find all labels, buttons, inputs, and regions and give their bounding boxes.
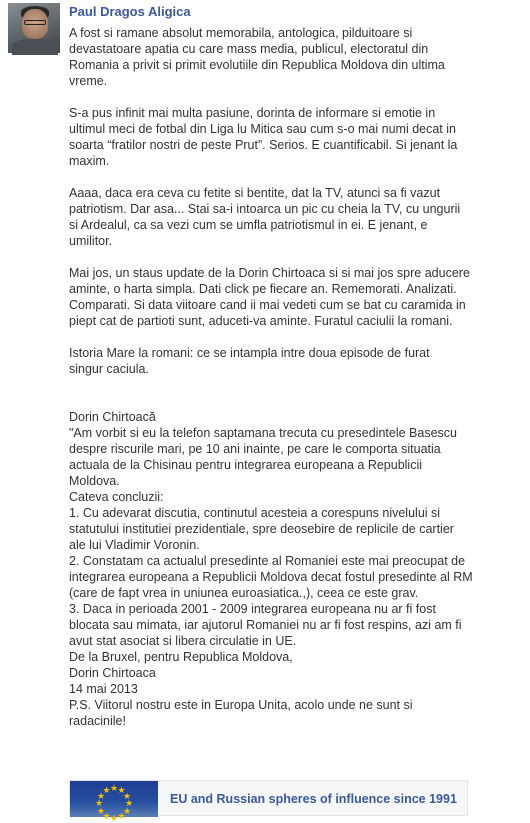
paragraph-line: patriotism. Dar asa... Stai sa-i intoarca un pic cu cheia la TV, cu ungurii [69,202,461,216]
post-message [69,25,519,729]
paragraph-line: umilitor. [69,234,113,248]
flag-star-icon: ★ [110,783,119,793]
quote-line: avut stat asociat si libera circulatie in UE. [69,634,297,648]
paragraph-gap [69,393,519,409]
flag-star-icon: ★ [117,810,126,821]
quote-line: radacinile! [69,714,126,728]
eu-flag-thumbnail[interactable] [70,781,158,823]
quote-line: ale lui Vladimir Voronin. [69,538,200,552]
paragraph-line: singur caciula. [69,362,149,376]
flag-star-icon: ★ [125,798,134,808]
quote-line: (care de fapt vrea in uniunea euroasiatica.,), ceea ce este grav. [69,586,419,600]
paragraph-line: maxim. [69,154,110,168]
attachment-title[interactable]: EU and Russian spheres of influence since 1991 [170,792,457,806]
paragraph-line: A fost si ramane absolut memorabila, antologica, pilduitoare si [69,26,413,40]
quote-line: Moldova. [69,474,120,488]
quote-line: De la Bruxel, pentru Republica Moldova, [69,650,293,664]
avatar-shirt [12,39,58,55]
post-paragraphs [69,25,519,377]
paragraph-line: vreme. [69,74,108,88]
post-paragraph [69,345,519,377]
quote-line: Cateva concluzii: [69,490,164,504]
paragraph-line: Istoria Mare la romani: ce se intampla intre doua episode de furat [69,346,430,360]
flag-star-icon: ★ [122,790,132,801]
paragraph-line: piept cat de partioti sunt, aduceti-va aminte. Furatul caciulii la romani. [69,314,453,328]
flag-star-icon: ★ [122,805,132,816]
paragraph-line: aminte, o harta simpla. Dati click pe fiecare an. Rememorati. Analizati. [69,282,457,296]
flag-star-icon: ★ [117,785,126,795]
flag-star-icon: ★ [110,813,119,823]
quote-line: blocata sau mimata, iar ajutorul Romaniei nu ar fi fost respins, azi am fi [69,618,462,632]
author-name-link[interactable]: Paul Dragos Aligica [69,4,191,19]
quote-line: statutului institutiei prezidentiale, spre deosebire de replicile de cartier [69,522,454,536]
flag-star-icon: ★ [102,785,111,795]
post-paragraph [69,265,519,329]
post-paragraph [69,105,519,169]
quote-line: "Am vorbit si eu la telefon saptamana trecuta cu presedintele Basescu [69,426,457,440]
paragraph-line: devastatoare apatia cu care mass media, publicul, electoratul din [69,42,429,56]
quoted-status-update [69,409,519,729]
quote-line: 1. Cu adevarat discutia, continutul acesteia a corespuns nivelului si [69,506,441,520]
quote-line: despre riscurile mari, pe 10 ani inainte, pe care le comporta situatia [69,442,441,456]
quote-line: 14 mai 2013 [69,682,138,696]
paragraph-line: si Ardealul, ca sa vezi cum se umfla patriotismul in ei. E jenant, e [69,218,428,232]
paragraph-line: S-a pus infinit mai multa pasiune, dorinta de informare si emotie in [69,106,436,120]
avatar-glasses [24,20,46,25]
flag-star-icon: ★ [95,798,104,808]
quote-line: Dorin Chirtoaca [69,666,156,680]
author-avatar[interactable] [8,3,60,53]
quote-line: Dorin Chirtoacă [69,410,156,424]
flag-star-icon: ★ [97,790,106,801]
post-paragraph [69,25,519,89]
paragraph-line: Aaaa, daca era ceva cu fetite si bentite, dat la TV, atunci sa fi vazut [69,186,441,200]
flag-star-icon: ★ [97,805,106,816]
post-paragraph [69,185,519,249]
paragraph-line: Mai jos, un staus update de la Dorin Chirtoaca si si mai jos spre aducere [69,266,470,280]
quote-line: actuala de la Chisinau pentru integrarea europeana a Republicii [69,458,423,472]
quote-line: 2. Constatam ca actualul presedinte al Romaniei este mai preocupat de [69,554,466,568]
quote-line: 3. Daca in perioada 2001 - 2009 integrarea europeana nu ar fi fost [69,602,436,616]
paragraph-line: soarta “fratilor nostri de peste Prut”. Serios. E cuantificabil. Si jenant la [69,138,458,152]
flag-star-icon: ★ [102,810,111,821]
quote-line: P.S. Viitorul nostru este in Europa Unita, acolo unde ne sunt si [69,698,413,712]
paragraph-line: ultimul meci de fotbal din Liga lu Mitica sau cum s-o mai numi decat in [69,122,456,136]
shared-link-attachment[interactable] [69,780,468,823]
paragraph-line: Romania a privit si primit evolutiile din Republica Moldova din ultima [69,58,445,72]
paragraph-line: Comparati. Si data viitoare cand ii mai vedeti cum se bat cu caramida in [69,298,466,312]
quote-line: integrarea europeana a Republicii Moldova decat fostul presedinte al RM [69,570,473,584]
